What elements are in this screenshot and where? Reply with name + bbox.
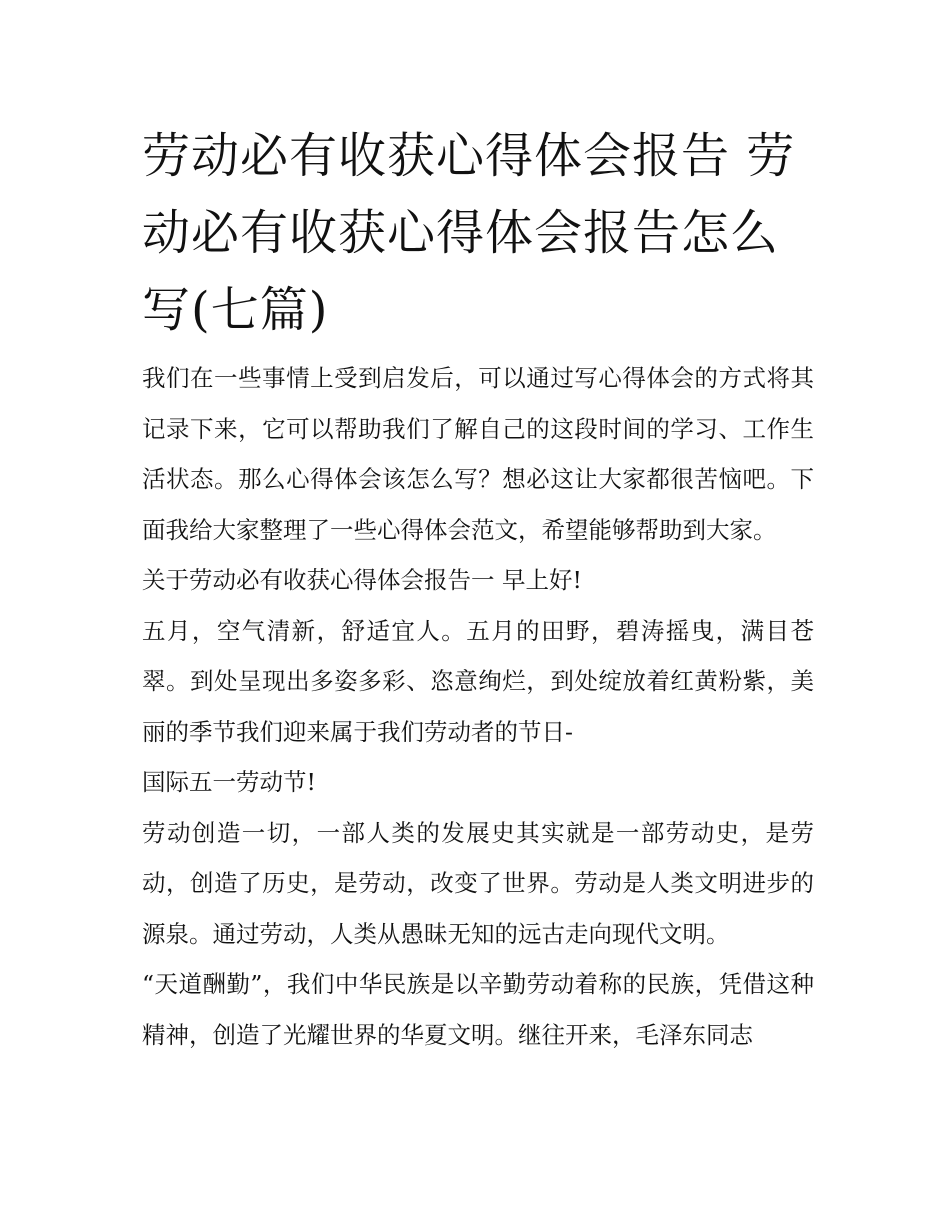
paragraph-labor-day: 国际五一劳动节! — [142, 768, 316, 796]
paragraph-diligence: “天道酬勤”，我们中华民族是以辛勤劳动着称的民族，凭借这种精神，创造了光耀世界的华夏文明。继往开来，毛泽东同志 — [142, 970, 814, 1049]
paragraph-section-heading: 关于劳动必有收获心得体会报告一 早上好! — [142, 566, 582, 594]
paragraph-intro: 我们在一些事情上受到启发后，可以通过写心得体会的方式将其记录下来，它可以帮助我们了解自己的这段时间的学习、工作生活状态。那么心得体会该怎么写？想必这让大家都很苦恼吧。下面我给大家整理了一些心得体会范文，希望能够帮助到大家。 — [142, 364, 814, 544]
document-title: 劳动必有收获心得体会报告 劳动必有收获心得体会报告怎么写(七篇) — [142, 128, 796, 338]
paragraph-may-scenery: 五月，空气清新，舒适宜人。五月的田野，碧涛摇曳，满目苍翠。到处呈现出多姿多彩、恣意绚烂，到处绽放着红黄粉紫，美丽的季节我们迎来属于我们劳动者的节日- — [142, 616, 814, 746]
paragraph-labor-history: 劳动创造一切，一部人类的发展史其实就是一部劳动史，是劳动，创造了历史，是劳动，改变了世界。劳动是人类文明进步的源泉。通过劳动，人类从愚昧无知的远古走向现代文明。 — [142, 818, 814, 948]
document-body — [142, 118, 814, 1060]
